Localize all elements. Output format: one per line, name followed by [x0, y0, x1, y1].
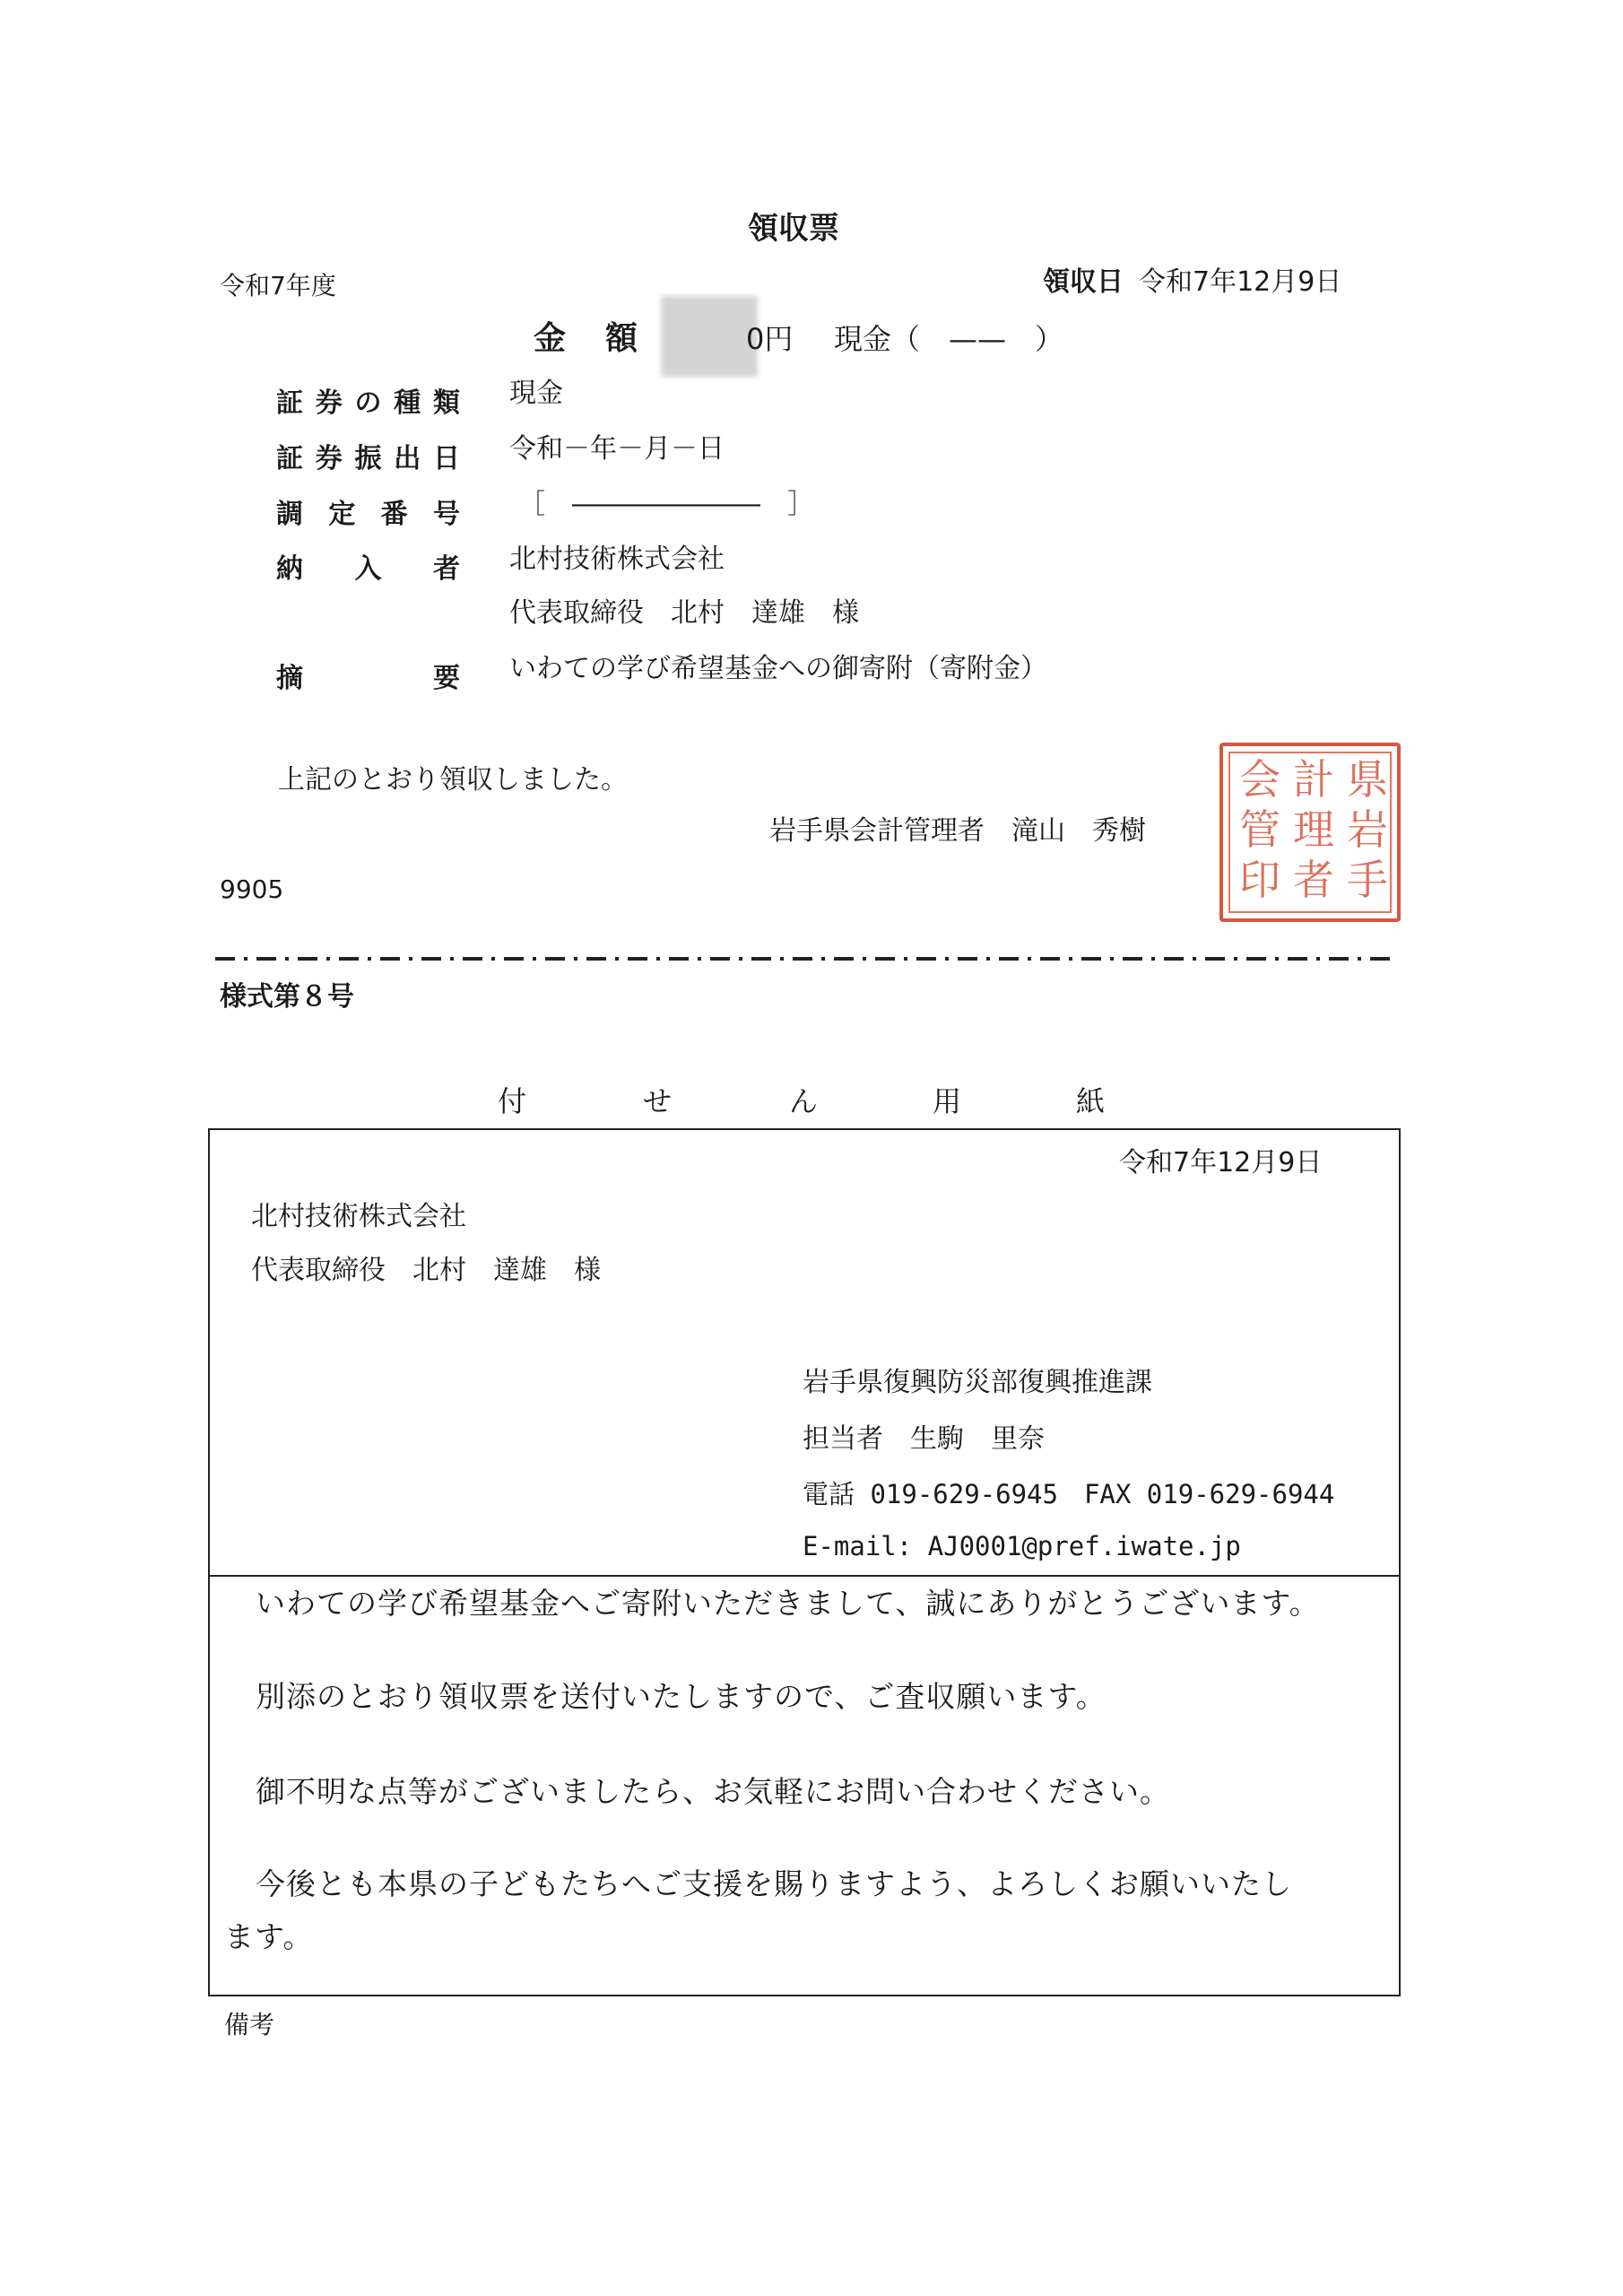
- sender-contact: 担当者 生駒 里奈: [803, 1423, 1045, 1455]
- receipt-code: 9905: [220, 874, 284, 904]
- message-line: いわての学び希望基金へご寄附いただきまして、誠にありがとうございます。: [256, 1586, 1320, 1621]
- value-assessment-number: ［ ――――――― ］: [518, 489, 814, 520]
- label-assessment-number: 調 定 番 号: [276, 499, 460, 530]
- cut-line: [215, 954, 1399, 963]
- message-line: 御不明な点等がございましたら、お気軽にお問い合わせください。: [256, 1774, 1170, 1809]
- label-summary: 摘 要: [276, 663, 460, 694]
- recipient-company: 北村技術株式会社: [251, 1201, 466, 1232]
- form-number: 様式第８号: [220, 981, 354, 1013]
- message-line: 今後とも本県の子どもたちへご支援を賜りますよう、よろしくお願いいたし: [256, 1866, 1292, 1901]
- sender-email[interactable]: E-mail: AJ0001@pref.iwate.jp: [803, 1531, 1241, 1561]
- receipt-title: 領収票: [748, 211, 839, 247]
- memo-date: 令和7年12月9日: [1119, 1147, 1323, 1178]
- receipt-date: 令和7年12月9日: [1139, 266, 1342, 298]
- label-payer: 納 入 者: [276, 553, 460, 585]
- issuer-name: 岩手県会計管理者 滝山 秀樹: [769, 815, 1146, 847]
- sender-phone-fax: 電話 019-629-6945 FAX 019-629-6944: [803, 1479, 1335, 1509]
- fiscal-year: 令和7年度: [220, 271, 336, 300]
- amount-suffix: 0円: [746, 322, 794, 356]
- sender-dept: 岩手県復興防災部復興推進課: [803, 1367, 1152, 1398]
- label-issue-date: 証 券 振 出 日: [276, 443, 460, 474]
- official-seal: 県 岩 手 計 理 者 会 管 印: [1219, 743, 1401, 922]
- redacted-amount: [661, 296, 758, 377]
- message-line: ます。: [224, 1919, 314, 1954]
- value-payer-company: 北村技術株式会社: [509, 544, 725, 575]
- memo-heading: 付 せ ん 用 紙: [498, 1084, 1106, 1118]
- label-security-type: 証 券 の 種 類: [276, 387, 460, 419]
- received-statement: 上記のとおり領収しました。: [278, 764, 628, 796]
- amount-label: 金 額: [534, 320, 642, 357]
- payment-method: 現金（ —— ）: [834, 322, 1064, 356]
- message-line: 別添のとおり領収票を送付いたしますので、ご査収願います。: [256, 1679, 1107, 1714]
- receipt-date-label: 領収日: [1043, 266, 1124, 298]
- value-payer-person: 代表取締役 北村 達雄 様: [509, 597, 859, 629]
- value-security-type: 現金: [509, 378, 563, 409]
- recipient-person: 代表取締役 北村 達雄 様: [251, 1255, 601, 1286]
- value-issue-date: 令和－年－月－日: [509, 433, 725, 465]
- memo-divider: [210, 1575, 1399, 1577]
- remarks-label: 備考: [224, 2010, 275, 2039]
- value-summary: いわての学び希望基金への御寄附（寄附金）: [509, 653, 1047, 684]
